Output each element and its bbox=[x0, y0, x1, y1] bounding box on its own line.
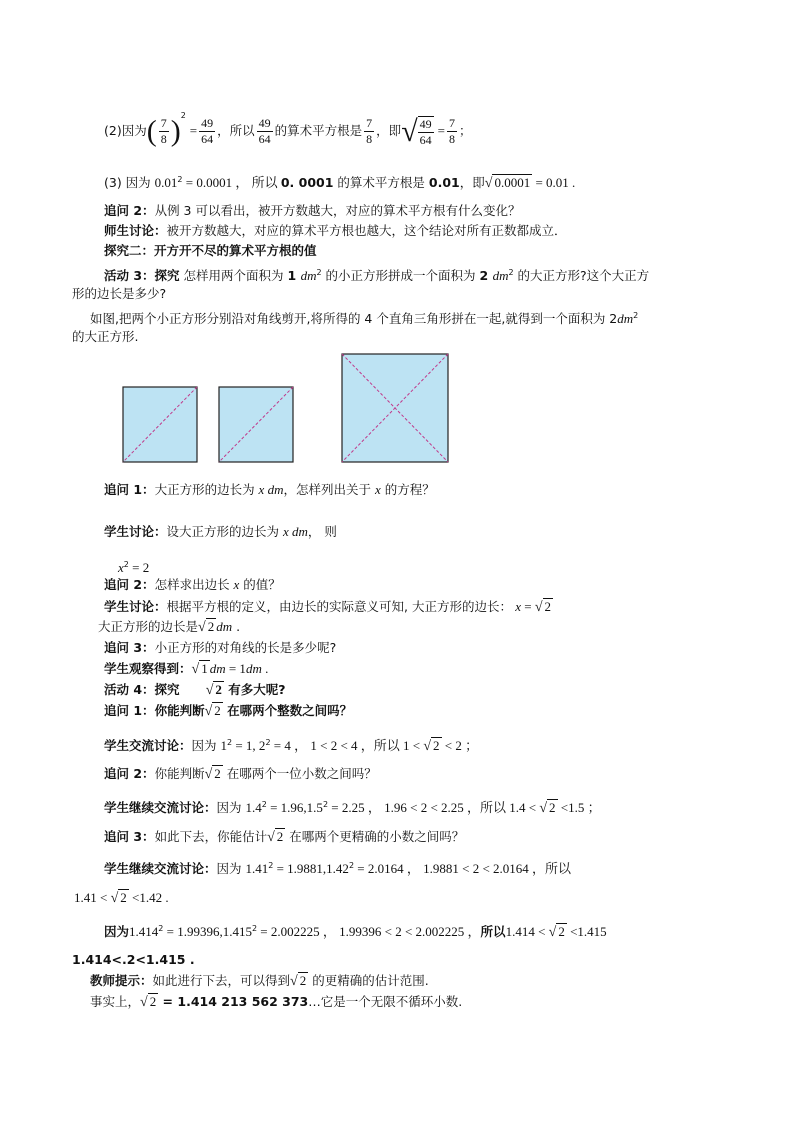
sqrt-expression: √ 2 bbox=[204, 703, 221, 719]
line-s1 bbox=[104, 108, 472, 152]
paragraph bbox=[104, 796, 601, 818]
sqrt-expression: √ $\frac{49}{64}$ bbox=[401, 115, 432, 149]
exponent: 2 bbox=[322, 800, 329, 809]
text: 1.414<.2<1.415 . bbox=[72, 952, 195, 967]
squares-figure bbox=[120, 352, 465, 465]
exponent: 2 bbox=[316, 268, 322, 277]
label: 追问 3： bbox=[104, 640, 155, 655]
radicand: 0.0001 bbox=[494, 175, 531, 191]
paragraph bbox=[90, 307, 638, 328]
text: 探究二：开方开不尽的算术平方根的值 bbox=[104, 243, 317, 258]
paren: ( bbox=[146, 114, 157, 148]
text: 形的边长是多少? bbox=[72, 286, 167, 301]
fraction bbox=[447, 116, 457, 147]
numerator: 7 bbox=[366, 116, 373, 131]
sqrt-expression: √ 2 bbox=[110, 890, 127, 906]
text: 因为 bbox=[191, 738, 221, 754]
text: 大正方形的边长为 bbox=[154, 482, 259, 497]
text: ， 则 bbox=[307, 524, 337, 539]
fraction bbox=[159, 116, 169, 147]
numerator: 49 bbox=[419, 117, 432, 132]
label: 学生讨论： bbox=[104, 599, 167, 614]
paragraph bbox=[98, 618, 240, 637]
sqrt-expression: √ 2 bbox=[423, 738, 440, 755]
sqrt-expression: √ 2 bbox=[290, 973, 307, 989]
text: 的算术平方根是 bbox=[333, 175, 429, 191]
label: 学生交流讨论： bbox=[104, 738, 192, 754]
label: 学生讨论： bbox=[104, 524, 167, 539]
paragraph bbox=[72, 951, 195, 969]
exponent: 2 bbox=[268, 861, 274, 870]
radicand: 2 bbox=[207, 619, 215, 634]
label: 学生继续交流讨论： bbox=[104, 800, 217, 816]
math: = 2.0164 ， 1.9881 < 2 < 2.0164 ，所以 bbox=[354, 861, 572, 877]
unit: dm bbox=[264, 482, 284, 497]
paragraph bbox=[104, 202, 520, 220]
variable: x bbox=[258, 482, 265, 497]
numerator: 7 bbox=[448, 116, 455, 131]
unit: dm bbox=[245, 661, 262, 676]
paragraph bbox=[104, 576, 281, 594]
label: 追问 2： bbox=[104, 577, 155, 592]
unit: dm bbox=[288, 524, 308, 539]
math: = 1 bbox=[225, 661, 246, 676]
paragraph bbox=[104, 222, 567, 240]
math: = 2.25 ， 1.96 < 2 < 2.25 ，所以 1.4 < bbox=[328, 800, 540, 816]
paragraph bbox=[104, 660, 268, 679]
fraction bbox=[364, 116, 374, 147]
large-square bbox=[342, 354, 448, 462]
label: 追问 2： bbox=[104, 766, 155, 781]
exponent: 2 bbox=[633, 311, 639, 320]
paragraph bbox=[104, 481, 435, 499]
numerator: 49 bbox=[201, 116, 214, 131]
unit: dm bbox=[492, 268, 509, 284]
text: 事实上， bbox=[90, 994, 141, 1009]
label: 追问 2： bbox=[104, 203, 155, 218]
math: = bbox=[521, 599, 535, 614]
variable: x bbox=[283, 524, 289, 539]
text: 你能判断 bbox=[154, 766, 205, 781]
label: 追问 3： bbox=[104, 829, 155, 844]
sqrt-expression: √ 2 bbox=[204, 766, 221, 782]
exponent: 2 bbox=[251, 924, 258, 933]
denominator: 64 bbox=[258, 132, 271, 147]
sqrt-expression: √ 2 bbox=[539, 800, 556, 817]
math: 1.41 bbox=[245, 861, 269, 877]
math: 1.414 < bbox=[505, 924, 549, 940]
math: = 4 ， 1 < 2 < 4 ，所以 1 < bbox=[270, 738, 424, 754]
small-square-2 bbox=[219, 387, 293, 462]
paragraph bbox=[104, 598, 553, 617]
denominator: 8 bbox=[448, 132, 455, 147]
exponent: 2 bbox=[227, 738, 233, 747]
radicand: 2 bbox=[544, 599, 552, 614]
math: = 1.99396,1.415 bbox=[163, 924, 252, 940]
text: 从例 3 可以看出，被开方数越大，对应的算术平方根有什么变化？ bbox=[154, 203, 521, 218]
sqrt-expression: √ 2 bbox=[534, 599, 552, 615]
variable: x bbox=[374, 482, 381, 497]
text: (3) 因为 bbox=[104, 175, 151, 191]
math: = 2 bbox=[128, 560, 150, 576]
math: 1 bbox=[220, 738, 227, 754]
label: 活动 4：探究 bbox=[104, 682, 180, 697]
paragraph bbox=[104, 857, 571, 878]
unit: dm bbox=[209, 661, 226, 676]
radicand: 2 bbox=[149, 994, 157, 1009]
radicand: 2 bbox=[299, 973, 307, 988]
unit: dm bbox=[300, 268, 317, 284]
exponent: 2 bbox=[265, 738, 271, 747]
bold-value: 0. 0001 bbox=[280, 175, 334, 191]
exponent: 2 bbox=[508, 268, 514, 277]
denominator: 64 bbox=[201, 132, 214, 147]
text: 所以 bbox=[480, 924, 506, 940]
text: 设大正方形的边长为 bbox=[166, 524, 283, 539]
fraction bbox=[257, 116, 273, 147]
small-square-1 bbox=[123, 387, 197, 462]
equation bbox=[118, 556, 149, 577]
fraction bbox=[199, 116, 215, 147]
text: 在哪两个整数之间吗？ bbox=[222, 703, 353, 718]
text: ，即 bbox=[376, 123, 402, 139]
text: 因为 bbox=[216, 800, 246, 816]
text: 如此进行下去，可以得到 bbox=[152, 973, 291, 988]
text: ，即 bbox=[459, 175, 485, 191]
exponent: 2 bbox=[123, 560, 129, 569]
radicand: 1 bbox=[201, 661, 208, 676]
radicand: 2 bbox=[558, 924, 565, 940]
text: 大正方形的边长是 bbox=[98, 619, 199, 634]
math: <1.415 bbox=[566, 924, 607, 940]
paragraph bbox=[104, 523, 337, 541]
math: = 0.01 . bbox=[532, 175, 576, 191]
text: 的值？ bbox=[239, 577, 281, 592]
sqrt-expression: √ 2 bbox=[140, 994, 157, 1010]
text: 因为 bbox=[216, 861, 246, 877]
numerator: 49 bbox=[258, 116, 271, 131]
paragraph bbox=[104, 734, 478, 756]
sqrt-expression: √ 0.0001 bbox=[484, 175, 531, 192]
paragraph bbox=[104, 702, 352, 721]
text: ，怎样列出关于 bbox=[283, 482, 375, 497]
denominator: 8 bbox=[366, 132, 373, 147]
unit: dm bbox=[216, 619, 233, 634]
radicand: 2 bbox=[214, 766, 221, 781]
text: . bbox=[232, 619, 241, 634]
text: ，所以 bbox=[217, 123, 255, 139]
unit: dm bbox=[617, 311, 634, 327]
text: 怎样求出边长 bbox=[154, 577, 234, 592]
sqrt-expression: √ 2 bbox=[205, 682, 222, 698]
paragraph bbox=[104, 920, 607, 942]
text: 根据平方根的定义，由边长的实际意义可知, 大正方形的边长： bbox=[166, 599, 512, 614]
bold-value: = 1.414 213 562 373 bbox=[158, 994, 309, 1009]
paragraph bbox=[104, 765, 377, 784]
paren: ) bbox=[170, 114, 181, 148]
label: 追问 1： bbox=[104, 482, 155, 497]
denominator: 64 bbox=[419, 133, 432, 148]
math: <1.42 . bbox=[128, 890, 169, 905]
text: 在哪两个更精确的小数之间吗？ bbox=[285, 829, 465, 844]
radicand: 2 bbox=[276, 829, 284, 844]
math: = 1.9881,1.42 bbox=[273, 861, 349, 877]
math: = 1, 2 bbox=[232, 738, 266, 754]
math: < 2 ； bbox=[441, 738, 479, 754]
variable: x bbox=[511, 599, 521, 614]
radicand: 2 bbox=[215, 682, 222, 697]
bold-value: 0.01 bbox=[428, 175, 460, 191]
text: 如图,把两个小正方形分别沿对角线剪开,将所得的 4 个直角三角形拼在一起,就得到一个面积为 2 bbox=[90, 311, 618, 327]
math: 0.01 bbox=[154, 175, 178, 191]
text: 因为 bbox=[104, 924, 130, 940]
sqrt-expression: √ 2 bbox=[267, 829, 284, 845]
text: 在哪两个一位小数之间吗？ bbox=[222, 766, 377, 781]
variable: x bbox=[118, 560, 124, 576]
text: ； bbox=[458, 123, 472, 139]
radicand: 2 bbox=[120, 890, 127, 905]
fraction bbox=[418, 116, 434, 148]
paragraph bbox=[104, 264, 649, 285]
math: = 1.96,1.5 bbox=[266, 800, 323, 816]
text: 的大正方形. bbox=[72, 329, 139, 344]
text: …它是一个无限不循环小数. bbox=[308, 994, 463, 1009]
text: 被开方数越大，对应的算术平方根也越大，这个结论对所有正数都成立． bbox=[166, 223, 567, 238]
text: (2)因为 bbox=[104, 123, 147, 139]
math: = 2.002225 ， 1.99396 < 2 < 2.002225 ， bbox=[257, 924, 481, 940]
paragraph bbox=[104, 828, 464, 847]
label: 师生讨论： bbox=[104, 223, 167, 238]
radicand: 2 bbox=[549, 800, 556, 816]
text: 的小正方形拼成一个面积为 bbox=[321, 268, 480, 284]
math: <1.5 ； bbox=[557, 800, 601, 816]
text: 小正方形的对角线的长是多少呢? bbox=[154, 640, 337, 655]
text: 的方程？ bbox=[380, 482, 435, 497]
paragraph bbox=[74, 889, 169, 908]
text: 如此下去，你能估计 bbox=[154, 829, 268, 844]
radicand: 2 bbox=[433, 738, 440, 754]
math: 1.4 bbox=[245, 800, 262, 816]
exponent: 2 bbox=[348, 861, 355, 870]
paragraph bbox=[72, 328, 138, 346]
math: = 0.0001 ， 所以 bbox=[182, 175, 281, 191]
paragraph bbox=[90, 993, 462, 1012]
equals: = bbox=[437, 123, 445, 139]
label: 学生观察得到： bbox=[104, 661, 192, 676]
label: 学生继续交流讨论： bbox=[104, 861, 217, 877]
paragraph bbox=[104, 639, 336, 657]
bold-value: 1 bbox=[287, 268, 301, 284]
variable: x bbox=[233, 577, 240, 592]
text: 的大正方形?这个大正方 bbox=[513, 268, 650, 284]
line-s2 bbox=[104, 171, 575, 193]
text: 你能判断 bbox=[154, 703, 205, 718]
sqrt-expression: √ 2 bbox=[198, 619, 215, 635]
label: 追问 1： bbox=[104, 703, 155, 718]
text: 有多大呢? bbox=[223, 682, 286, 697]
text: 怎样用两个面积为 bbox=[179, 268, 288, 284]
equals: = bbox=[189, 123, 198, 139]
paragraph bbox=[72, 285, 166, 303]
radicand: 2 bbox=[214, 703, 221, 718]
label: 活动 3：探究 bbox=[104, 268, 180, 284]
paragraph bbox=[90, 972, 429, 991]
exponent: 2 bbox=[261, 800, 267, 809]
exponent: 2 bbox=[180, 111, 186, 120]
numerator: 7 bbox=[160, 116, 167, 131]
text: 的更精确的估计范围. bbox=[308, 973, 429, 988]
sqrt-expression: √ 2 bbox=[548, 924, 565, 941]
math: . bbox=[261, 661, 269, 676]
math: 1.41 < bbox=[74, 890, 111, 905]
text: 的算术平方根是 bbox=[274, 123, 363, 139]
exponent: 2 bbox=[158, 924, 164, 933]
section-heading bbox=[104, 242, 317, 260]
math: 1.414 bbox=[129, 924, 159, 940]
exponent: 2 bbox=[177, 175, 183, 184]
spacer bbox=[180, 682, 206, 697]
bold-value: 2 bbox=[479, 268, 493, 284]
sqrt-expression: √ 1 bbox=[191, 661, 208, 677]
paragraph bbox=[104, 681, 285, 700]
label: 教师提示： bbox=[90, 973, 153, 988]
denominator: 8 bbox=[160, 132, 167, 147]
